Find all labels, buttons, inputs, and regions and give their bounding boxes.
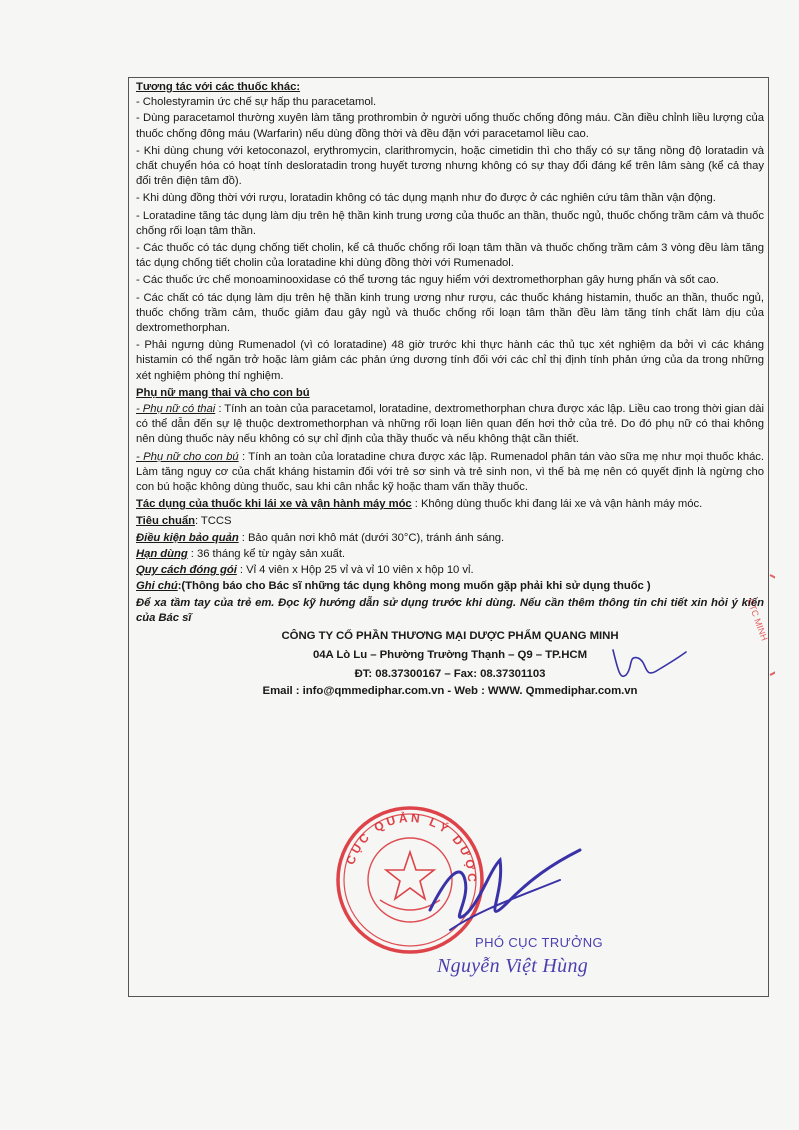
pregnant-label: - Phụ nữ có thai <box>136 403 216 416</box>
shelf-life-label: Hạn dùng <box>136 547 188 560</box>
storage-row <box>136 531 764 546</box>
company-email: Email : info@qmmediphar.com.vn - Web : WWW. Qmmediphar.com.vn <box>262 684 638 697</box>
svg-text:CTC MINH: CTC MINH <box>745 597 770 643</box>
note-label: Ghi chú <box>136 580 178 593</box>
interaction-item: - Cholestyramin ức chế sự hấp thu paracetamol. <box>136 96 377 109</box>
interactions-heading: Tương tác với các thuốc khác: <box>136 81 301 93</box>
pregnant-text: : Tính an toàn của paracetamol, loratadine, dextromethorphan chưa được xác lập. Liều cao trong thời gian dài có thể dẫn đến sự lệ thuộc dextromethorphan và những rối loạn liên quan đến hơi thở của trẻ. Do đó phụ nữ có thai không nên dùng thuốc này nếu không có sự chỉ định của thầy thuốc và nếu không thật cần thiết. <box>136 403 764 446</box>
interaction-item: - Các thuốc có tác dụng chống tiết cholin, kể cả thuốc chống rối loạn tâm thần và thuốc chống trầm cảm 3 vòng đều làm tăng tác dụng chống tiết cholin của loratadine khi dùng đồng thời với Rumenadol. <box>136 242 764 270</box>
interaction-item: - Dùng paracetamol thường xuyên làm tăng prothrombin ở người uống thuốc chống đông máu. Cần điều chỉnh liều lượng của thuốc chống đông máu (Warfarin) nếu dùng đồng thời và đều đặn với paracetamol liều cao. <box>136 112 764 140</box>
interaction-item: - Khi dùng đồng thời với rượu, loratadin không có tác dụng mạnh như đo được ở các nghiên cứu tâm thần vận động. <box>136 192 716 205</box>
company-phone: ĐT: 08.37300167 – Fax: 08.37301103 <box>354 667 546 680</box>
margin-stamp-icon <box>725 570 775 680</box>
interactions-section <box>136 80 764 384</box>
driving-text: : Không dùng thuốc khi đang lái xe và vận hành máy móc. <box>414 498 703 511</box>
note-text: :(Thông báo cho Bác sĩ những tác dụng không mong muốn gặp phải khi sử dụng thuốc ) <box>177 580 651 593</box>
pregnant-paragraph <box>136 402 764 448</box>
company-address: 04A Lò Lu – Phường Trường Thạnh – Q9 – TP.HCM <box>312 648 588 661</box>
standard-label: Tiêu chuẩn <box>136 515 195 528</box>
svg-text:CỤC QUẢN LÝ DƯỢC: CỤC QUẢN LÝ DƯỢC <box>343 810 480 886</box>
interaction-item: - Các chất có tác dụng làm dịu trên hệ thần kinh trung ương như rượu, các thuốc kháng histamin, thuốc an thần, thuốc ngủ, thuốc chống trầm cảm, thuốc giảm đau gây ngủ và thuốc chống rối loạn tâm thần đều làm tăng tính chất làm dịu của dextromethorphan. <box>136 291 764 335</box>
warning-text: Để xa tầm tay của trẻ em. Đọc kỹ hướng dẫn sử dụng trước khi dùng. Nếu cần thêm thông tin chi tiết xin hỏi ý kiến của Bác sĩ <box>136 596 764 624</box>
interaction-item: - Các thuốc ức chế monoaminooxidase có thể tương tác nguy hiểm với dextromethorphan gây hưng phấn và sốt cao. <box>136 274 719 287</box>
driving-label: Tác dụng của thuốc khi lái xe và vận hành máy móc <box>136 498 412 511</box>
packaging-label: Quy cách đóng gói <box>136 564 237 577</box>
official-title: PHÓ CỤC TRƯỞNG <box>475 935 604 950</box>
driving-paragraph <box>136 497 764 512</box>
nursing-text: : Tính an toàn của loratadine chưa được xác lập. Rumenadol phân tán vào sữa mẹ như mọi thuốc khác. Làm tăng nguy cơ của chất kháng histamin đối với trẻ sơ sinh và trẻ sinh non, vì thế bà mẹ nên có quyết định là ngừng cho con bú hoặc không dùng thuốc, sau khi cân nhắc kỹ hoặc tham vấn thầy thuốc. <box>136 450 764 494</box>
signature-icon <box>420 840 590 940</box>
interaction-item: - Loratadine tăng tác dụng làm dịu trên hệ thần kinh trung ương của thuốc an thần, thuốc ngủ, thuốc chống trầm cảm và thuốc chống rối loạn tâm thần. <box>136 209 764 237</box>
nursing-label: - Phụ nữ cho con bú <box>136 450 239 463</box>
company-name: CÔNG TY CỔ PHẦN THƯƠNG MẠI DƯỢC PHẨM QUANG MINH <box>281 629 619 642</box>
packaging-row <box>136 563 764 578</box>
document-body <box>136 80 764 700</box>
storage-label: Điều kiện bảo quản <box>136 531 239 544</box>
interaction-item: - Khi dùng chung với ketoconazol, erythromycin, clarithromycin, hoặc cimetidin thì cho thấy có sự tăng nồng độ loratadin và chất chuyển hóa có hoạt tính desloratadin trong huyết tương nhưng không có sự thay đổi đáng kể trên lâm sàng (kể cả thay đổi trên điện tâm đồ). <box>136 144 764 188</box>
shelf-life-value: : 36 tháng kể từ ngày sản xuất. <box>190 547 346 560</box>
storage-value: : Bảo quản nơi khô mát (dưới 30°C), tránh ánh sáng. <box>241 531 505 544</box>
official-name: Nguyễn Việt Hùng <box>437 955 589 977</box>
packaging-value: : Vỉ 4 viên x Hộp 25 vỉ và vỉ 10 viên x hộp 10 vỉ. <box>239 564 474 577</box>
note-row <box>136 579 764 594</box>
shelf-life-row <box>136 547 764 562</box>
initials-signature-icon <box>608 640 688 690</box>
pregnancy-heading: Phụ nữ mang thai và cho con bú <box>136 386 310 399</box>
standard-value: : TCCS <box>194 515 232 528</box>
pregnancy-section <box>136 386 764 495</box>
nursing-paragraph <box>136 450 764 496</box>
interaction-item: - Phải ngưng dùng Rumenadol (vì có loratadine) 48 giờ trước khi thực hành các thủ tục xét nghiệm da bởi vì các kháng histamin có thể ngăn trở hoặc làm giảm các phản ứng dương tính đối với các chỉ thị định tính phản ứng của da trong những xét nghiệm phòng thí nghiệm. <box>136 339 764 382</box>
standard-row <box>136 514 764 529</box>
